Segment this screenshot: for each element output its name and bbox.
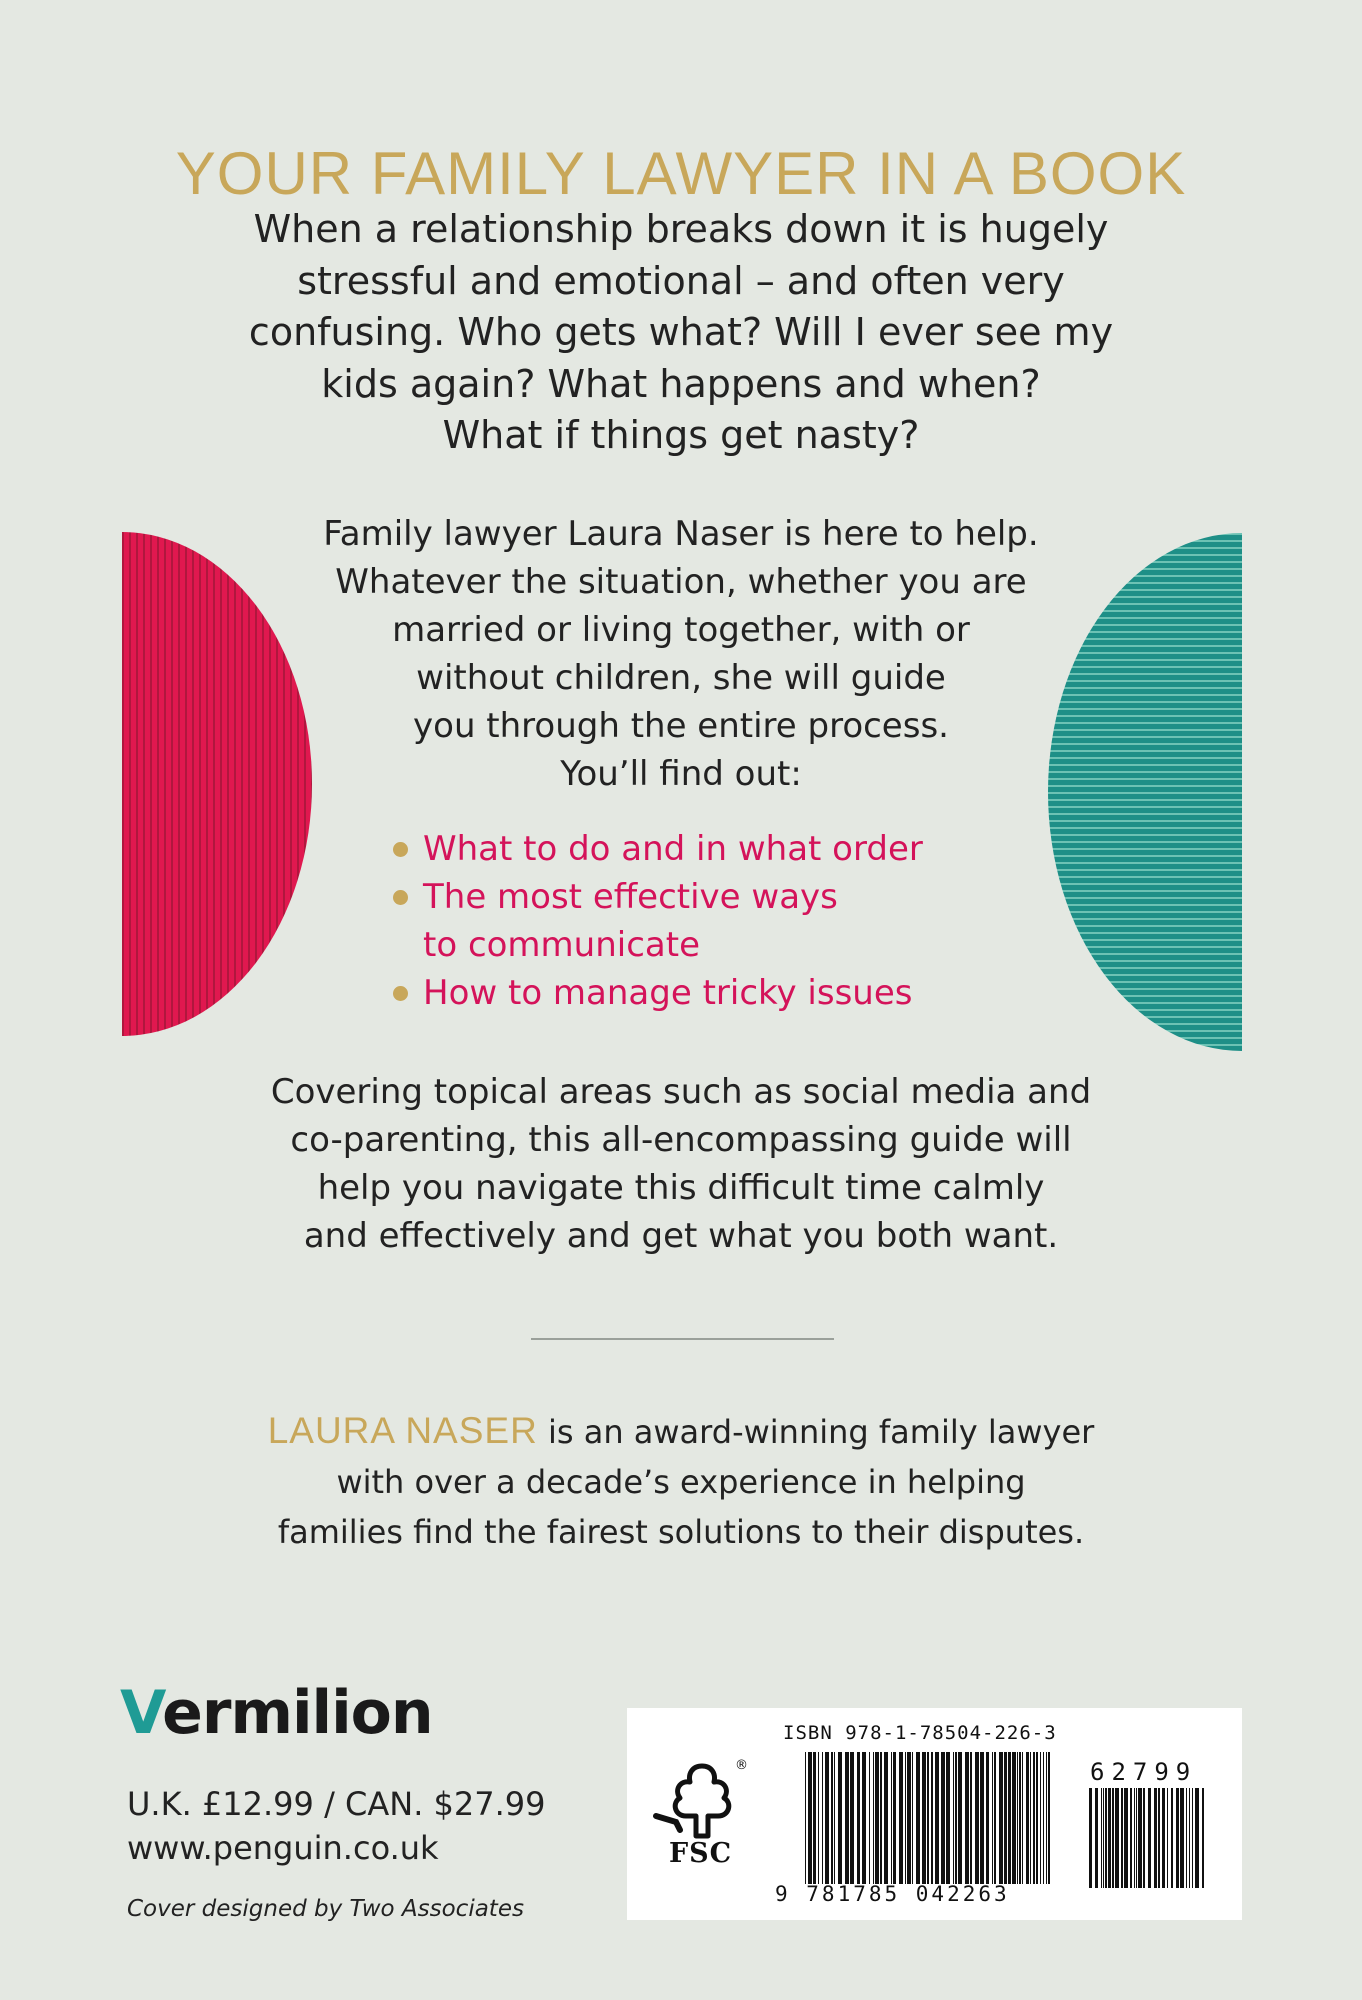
barcode-bar	[822, 1752, 823, 1884]
barcode-bar	[831, 1752, 833, 1884]
isbn-label: ISBN 978-1-78504-226-3	[783, 1722, 1057, 1744]
description-line: you through the entire process.	[413, 706, 949, 746]
barcode-bar	[899, 1752, 903, 1884]
registered-mark: ®	[735, 1758, 748, 1773]
fsc-label: FSC	[669, 1838, 733, 1869]
barcode-bar	[1136, 1788, 1137, 1888]
ean-digits: 9 781785 042263	[775, 1882, 1010, 1906]
bio-line	[181, 1406, 1181, 1457]
barcode-bar	[1138, 1788, 1142, 1888]
barcode-bar	[862, 1752, 866, 1884]
barcode-bar	[1046, 1752, 1047, 1884]
barcode-bar	[1148, 1788, 1151, 1888]
bio-line-rest: is an award-winning family lawyer	[537, 1413, 1095, 1451]
barcode-bar	[935, 1752, 939, 1884]
bullet-line: The most effective ways	[423, 877, 838, 917]
barcode-bar	[1112, 1788, 1114, 1888]
description-line: Whatever the situation, whether you are	[335, 562, 1027, 602]
publisher-logo	[120, 1678, 433, 1748]
barcode-bar	[1033, 1752, 1035, 1884]
barcode-bar	[980, 1752, 984, 1884]
barcode-bar	[1036, 1752, 1038, 1884]
cover-credit: Cover designed by Two Associates	[127, 1896, 524, 1922]
addon-digits: 62799	[1090, 1758, 1198, 1786]
barcode-bar	[922, 1752, 926, 1884]
barcode-bar	[1134, 1788, 1135, 1888]
barcode-bar	[992, 1752, 993, 1884]
barcode-bar	[880, 1752, 882, 1884]
barcode-bar	[818, 1752, 819, 1884]
barcode-bar	[1004, 1752, 1007, 1884]
barcode-bar	[1040, 1752, 1041, 1884]
barcode-bar	[838, 1752, 842, 1884]
barcode-bar	[1186, 1788, 1187, 1888]
barcode-bar	[869, 1752, 870, 1884]
bullet-item	[393, 873, 923, 969]
barcode-bar	[1030, 1752, 1031, 1884]
barcode-bar	[1089, 1788, 1092, 1888]
barcode-bar	[1095, 1788, 1098, 1888]
barcode-bar	[941, 1752, 945, 1884]
barcode-bar	[1019, 1752, 1021, 1884]
summary-line: co-parenting, this all-encompassing guide will	[290, 1120, 1072, 1160]
bio-line: with over a decade’s experience in helping	[336, 1463, 1026, 1501]
barcode-bar	[1121, 1788, 1123, 1888]
bullet-item	[393, 825, 923, 873]
barcode-bar	[1026, 1752, 1029, 1884]
price-text: U.K. £12.99 / CAN. $27.99	[127, 1785, 546, 1823]
description-line: You’ll find out:	[560, 754, 802, 794]
description-line: without children, she will guide	[416, 658, 946, 698]
barcode-bar	[873, 1752, 874, 1884]
barcode-bar	[1189, 1788, 1190, 1888]
barcode-bar	[1162, 1788, 1165, 1888]
barcode-bar	[805, 1752, 806, 1884]
addon-barcode	[1089, 1788, 1209, 1888]
barcode-bar	[999, 1752, 1003, 1884]
barcode-bar	[845, 1752, 849, 1884]
barcode-bar	[953, 1752, 954, 1884]
barcode-bar	[931, 1752, 933, 1884]
intro-paragraph	[181, 204, 1181, 462]
barcode-panel	[627, 1708, 1242, 1920]
bullet-list	[393, 825, 923, 1017]
barcode-bar	[1022, 1752, 1023, 1884]
logo-check-letter: V	[120, 1678, 163, 1748]
barcode-bar	[994, 1752, 996, 1884]
barcode-bar	[965, 1752, 969, 1884]
bio-line: families find the fairest solutions to their disputes.	[277, 1513, 1085, 1551]
bullet-item	[393, 969, 923, 1017]
barcode-bar	[1124, 1788, 1128, 1888]
barcode-bar	[927, 1752, 929, 1884]
section-divider	[531, 1338, 834, 1340]
bullet-line: How to manage tricky issues	[423, 973, 913, 1013]
barcode-bar	[813, 1752, 816, 1884]
intro-line: kids again? What happens and when?	[321, 361, 1041, 406]
logo-wordmark: ermilion	[162, 1678, 433, 1748]
barcode-bar	[1158, 1788, 1160, 1888]
bullet-line: to communicate	[423, 925, 700, 965]
barcode-bar	[907, 1752, 911, 1884]
barcode-bar	[946, 1752, 950, 1884]
barcode-bar	[825, 1752, 829, 1884]
barcode-bar	[884, 1752, 888, 1884]
summary-line: and effectively and get what you both want.	[303, 1216, 1059, 1256]
intro-line: When a relationship breaks down it is hugely	[253, 207, 1109, 251]
barcode-bar	[905, 1752, 906, 1884]
barcode-bar	[1115, 1788, 1119, 1888]
bullet-line: What to do and in what order	[423, 829, 923, 869]
barcode-bar	[1192, 1788, 1193, 1888]
barcode-bar	[1048, 1752, 1050, 1884]
barcode-bar	[1008, 1752, 1011, 1884]
description-line: married or living together, with or	[392, 610, 970, 650]
barcode-bar	[1108, 1788, 1111, 1888]
cover-heading: YOUR FAMILY LAWYER IN A BOOK	[175, 140, 1187, 208]
description-paragraph	[181, 510, 1181, 798]
barcode-bar	[891, 1752, 892, 1884]
barcode-bar	[975, 1752, 979, 1884]
barcode-bar	[850, 1752, 854, 1884]
barcode-bar	[1154, 1788, 1157, 1888]
barcode-bar	[1043, 1752, 1044, 1884]
barcode-bar	[893, 1752, 896, 1884]
barcode-bar	[1130, 1788, 1132, 1888]
barcode-bar	[1103, 1788, 1104, 1888]
description-line: Family lawyer Laura Naser is here to help.	[323, 514, 1039, 554]
barcode-bar	[1202, 1788, 1204, 1888]
barcode-bar	[986, 1752, 989, 1884]
barcode-bar	[958, 1752, 962, 1884]
barcode-bar	[1180, 1788, 1184, 1888]
barcode-bar	[1105, 1788, 1107, 1888]
barcode-bar	[1167, 1788, 1168, 1888]
summary-line: help you navigate this difficult time calmly	[317, 1168, 1045, 1208]
barcode-bar	[1012, 1752, 1016, 1884]
barcode-bar	[1017, 1752, 1018, 1884]
barcode-bar	[1171, 1788, 1173, 1888]
barcode-bar	[857, 1752, 860, 1884]
barcode-bar	[875, 1752, 879, 1884]
barcode-bar	[955, 1752, 957, 1884]
publisher-url: www.penguin.co.uk	[127, 1829, 439, 1867]
summary-line: Covering topical areas such as social media and	[270, 1072, 1092, 1112]
barcode-bar	[1195, 1788, 1199, 1888]
barcode-bar	[1101, 1788, 1102, 1888]
barcode-bar	[916, 1752, 920, 1884]
ean-barcode	[805, 1752, 1051, 1884]
barcode-bar	[808, 1752, 812, 1884]
barcode-bar	[1143, 1788, 1145, 1888]
barcode-bar	[912, 1752, 913, 1884]
barcode-bar	[1176, 1788, 1179, 1888]
barcode-bar	[970, 1752, 972, 1884]
summary-paragraph	[181, 1068, 1181, 1260]
intro-line: confusing. Who gets what? Will I ever see my	[248, 310, 1114, 354]
intro-line: stressful and emotional – and often very	[297, 258, 1065, 303]
author-bio	[181, 1406, 1181, 1557]
intro-line: What if things get nasty?	[442, 413, 920, 457]
author-name: LAURA NASER	[267, 1410, 538, 1451]
barcode-bar	[834, 1752, 835, 1884]
